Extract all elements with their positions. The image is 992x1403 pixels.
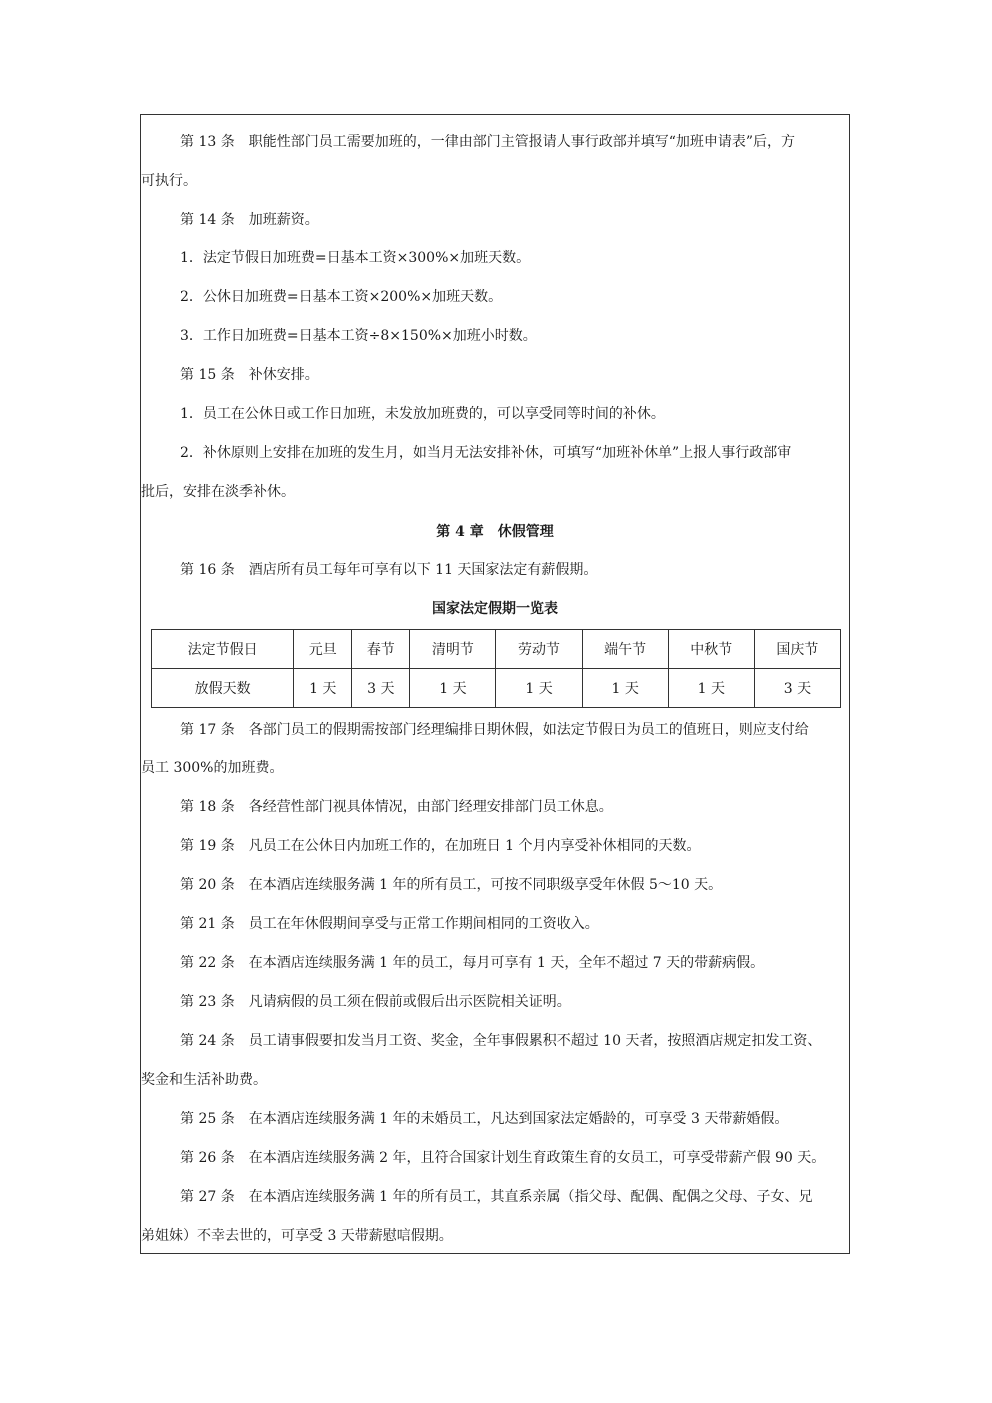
article-14-item-2: 2．公休日加班费=日基本工资×200%×加班天数。 <box>180 289 503 305</box>
article-20: 第 20 条 在本酒店连续服务满 1 年的所有员工，可按不同职级享受年休假 5～10 天。 <box>180 877 723 893</box>
holiday-cell: 端午节 <box>582 630 668 669</box>
article-17-line-1: 第 17 条 各部门员工的假期需按部门经理编排日期休假，如法定节假日为员工的值班日，则应支付给 <box>180 722 809 738</box>
article-25: 第 25 条 在本酒店连续服务满 1 年的未婚员工，凡达到国家法定婚龄的，可享受 3 天带薪婚假。 <box>180 1111 789 1127</box>
days-cell: 1 天 <box>410 669 496 708</box>
chapter-heading: 第 4 章 休假管理 <box>436 524 554 540</box>
article-24-line-2: 奖金和生活补助费。 <box>141 1072 267 1088</box>
table-title: 国家法定假期一览表 <box>432 601 558 617</box>
days-cell: 1 天 <box>496 669 582 708</box>
days-row <box>152 669 841 708</box>
article-27-line-2: 弟姐妹）不幸去世的，可享受 3 天带薪慰唁假期。 <box>141 1228 453 1244</box>
article-13-line-1: 第 13 条 职能性部门员工需要加班的，一律由部门主管报请人事行政部并填写“加班申请表”后，方 <box>180 134 796 150</box>
days-label: 放假天数 <box>152 669 294 708</box>
table-header-label: 法定节假日 <box>152 630 294 669</box>
article-27-line-1: 第 27 条 在本酒店连续服务满 1 年的所有员工，其直系亲属（指父母、配偶、配偶之父母、子女、兄 <box>180 1189 813 1205</box>
document-frame <box>140 114 850 1254</box>
holiday-name-row <box>152 630 841 669</box>
article-19: 第 19 条 凡员工在公休日内加班工作的，在加班日 1 个月内享受补休相同的天数。 <box>180 838 701 854</box>
holiday-cell: 清明节 <box>410 630 496 669</box>
days-cell: 1 天 <box>668 669 754 708</box>
article-15: 第 15 条 补休安排。 <box>180 367 319 383</box>
holiday-cell: 中秋节 <box>668 630 754 669</box>
article-14-item-3: 3．工作日加班费=日基本工资÷8×150%×加班小时数。 <box>180 328 537 344</box>
days-cell: 3 天 <box>754 669 840 708</box>
article-14-item-1: 1．法定节假日加班费=日基本工资×300%×加班天数。 <box>180 250 531 266</box>
article-16: 第 16 条 酒店所有员工每年可享有以下 11 天国家法定有薪假期。 <box>180 562 598 578</box>
article-24-line-1: 第 24 条 员工请事假要扣发当月工资、奖金，全年事假累积不超过 10 天者，按照酒店规定扣发工资、 <box>180 1033 822 1049</box>
days-cell: 1 天 <box>294 669 352 708</box>
article-21: 第 21 条 员工在年休假期间享受与正常工作期间相同的工资收入。 <box>180 916 599 932</box>
days-cell: 1 天 <box>582 669 668 708</box>
article-15-item-2-line-2: 批后，安排在淡季补休。 <box>141 484 295 500</box>
article-22: 第 22 条 在本酒店连续服务满 1 年的员工，每月可享有 1 天，全年不超过 7 天的带薪病假。 <box>180 955 765 971</box>
article-23: 第 23 条 凡请病假的员工须在假前或假后出示医院相关证明。 <box>180 994 571 1010</box>
article-26: 第 26 条 在本酒店连续服务满 2 年，且符合国家计划生育政策生育的女员工，可享受带薪产假 90 天。 <box>180 1150 826 1166</box>
days-cell: 3 天 <box>352 669 410 708</box>
holiday-cell: 国庆节 <box>754 630 840 669</box>
holiday-cell: 春节 <box>352 630 410 669</box>
article-14: 第 14 条 加班薪资。 <box>180 212 319 228</box>
holiday-cell: 劳动节 <box>496 630 582 669</box>
article-15-item-2-line-1: 2．补休原则上安排在加班的发生月，如当月无法安排补休，可填写“加班补休单”上报人事行政部审 <box>180 445 792 461</box>
holiday-cell: 元旦 <box>294 630 352 669</box>
holiday-table <box>151 629 841 708</box>
article-15-item-1: 1．员工在公休日或工作日加班，未发放加班费的，可以享受同等时间的补休。 <box>180 406 665 422</box>
article-17-line-2: 员工 300%的加班费。 <box>141 760 284 776</box>
article-13-line-2: 可执行。 <box>141 173 197 189</box>
article-18: 第 18 条 各经营性部门视具体情况，由部门经理安排部门员工休息。 <box>180 799 613 815</box>
